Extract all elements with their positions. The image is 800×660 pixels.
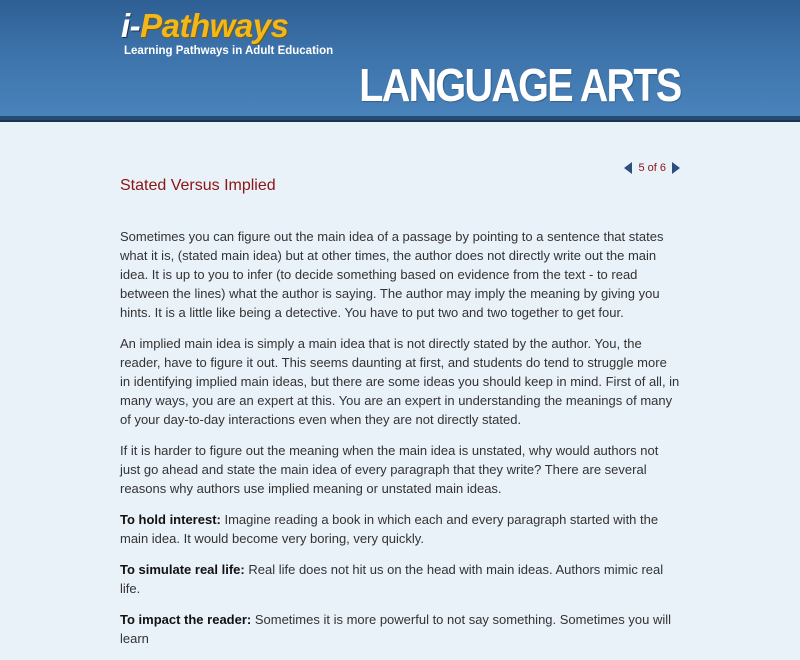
left-arrow-icon[interactable] xyxy=(624,162,632,174)
site-header xyxy=(0,0,800,122)
reason-item xyxy=(120,560,680,598)
right-arrow-icon[interactable] xyxy=(672,162,680,174)
reason-label: To hold interest: xyxy=(120,512,221,527)
pager xyxy=(624,162,680,174)
article-body xyxy=(120,227,680,660)
reason-label: To simulate real life: xyxy=(120,562,245,577)
reason-text: Imagine reading a book in which each and every paragraph started with the main idea. It would become very boring, very quickly. xyxy=(120,512,659,546)
reason-text: Real life does not hit us on the head with main ideas. Authors mimic real life. xyxy=(120,562,664,596)
reason-text: Sometimes it is more powerful to not say something. Sometimes you will learn xyxy=(120,612,672,646)
i-pathways-logo[interactable] xyxy=(121,6,333,57)
reason-item xyxy=(120,610,680,648)
logo-tagline: Learning Pathways in Adult Education xyxy=(124,45,334,57)
paragraph: Sometimes you can figure out the main idea of a passage by pointing to a sentence that states what it is, (stated main idea) but at other times, the author does not directly write out the main idea. It is up to you to infer (to decide something based on evidence from the text - to read between the lines) what the author is saying. The author may imply the meaning by giving you hints. It is a little like being a detective. You have to put two and two together to get four. xyxy=(120,229,664,320)
reason-label: To impact the reader: xyxy=(120,612,252,627)
reason-item xyxy=(120,510,680,548)
logo-main: Pathways xyxy=(140,7,289,44)
logo-prefix: i- xyxy=(121,7,141,44)
logo-wordmark xyxy=(121,6,333,46)
paragraph: An implied main idea is simply a main idea that is not directly stated by the author. You, the reader, have to figure it out. This seems daunting at first, and students do tend to struggle more in identifying implied main ideas, but there are some ideas you should keep in mind. First of all, in many ways, you are an expert at this. You are an expert in understanding the meanings of many of your day-to-day interactions even when they are not directly stated. xyxy=(120,336,680,427)
paragraph: If it is harder to figure out the meaning when the main idea is unstated, why would authors not just go ahead and state the main idea of every paragraph that they write? There are several reasons why authors use implied meaning or unstated main ideas. xyxy=(120,443,659,496)
section-title: LANGUAGE ARTS xyxy=(359,59,681,111)
page-heading: Stated Versus Implied xyxy=(120,177,276,194)
pager-label: 5 of 6 xyxy=(638,162,666,174)
